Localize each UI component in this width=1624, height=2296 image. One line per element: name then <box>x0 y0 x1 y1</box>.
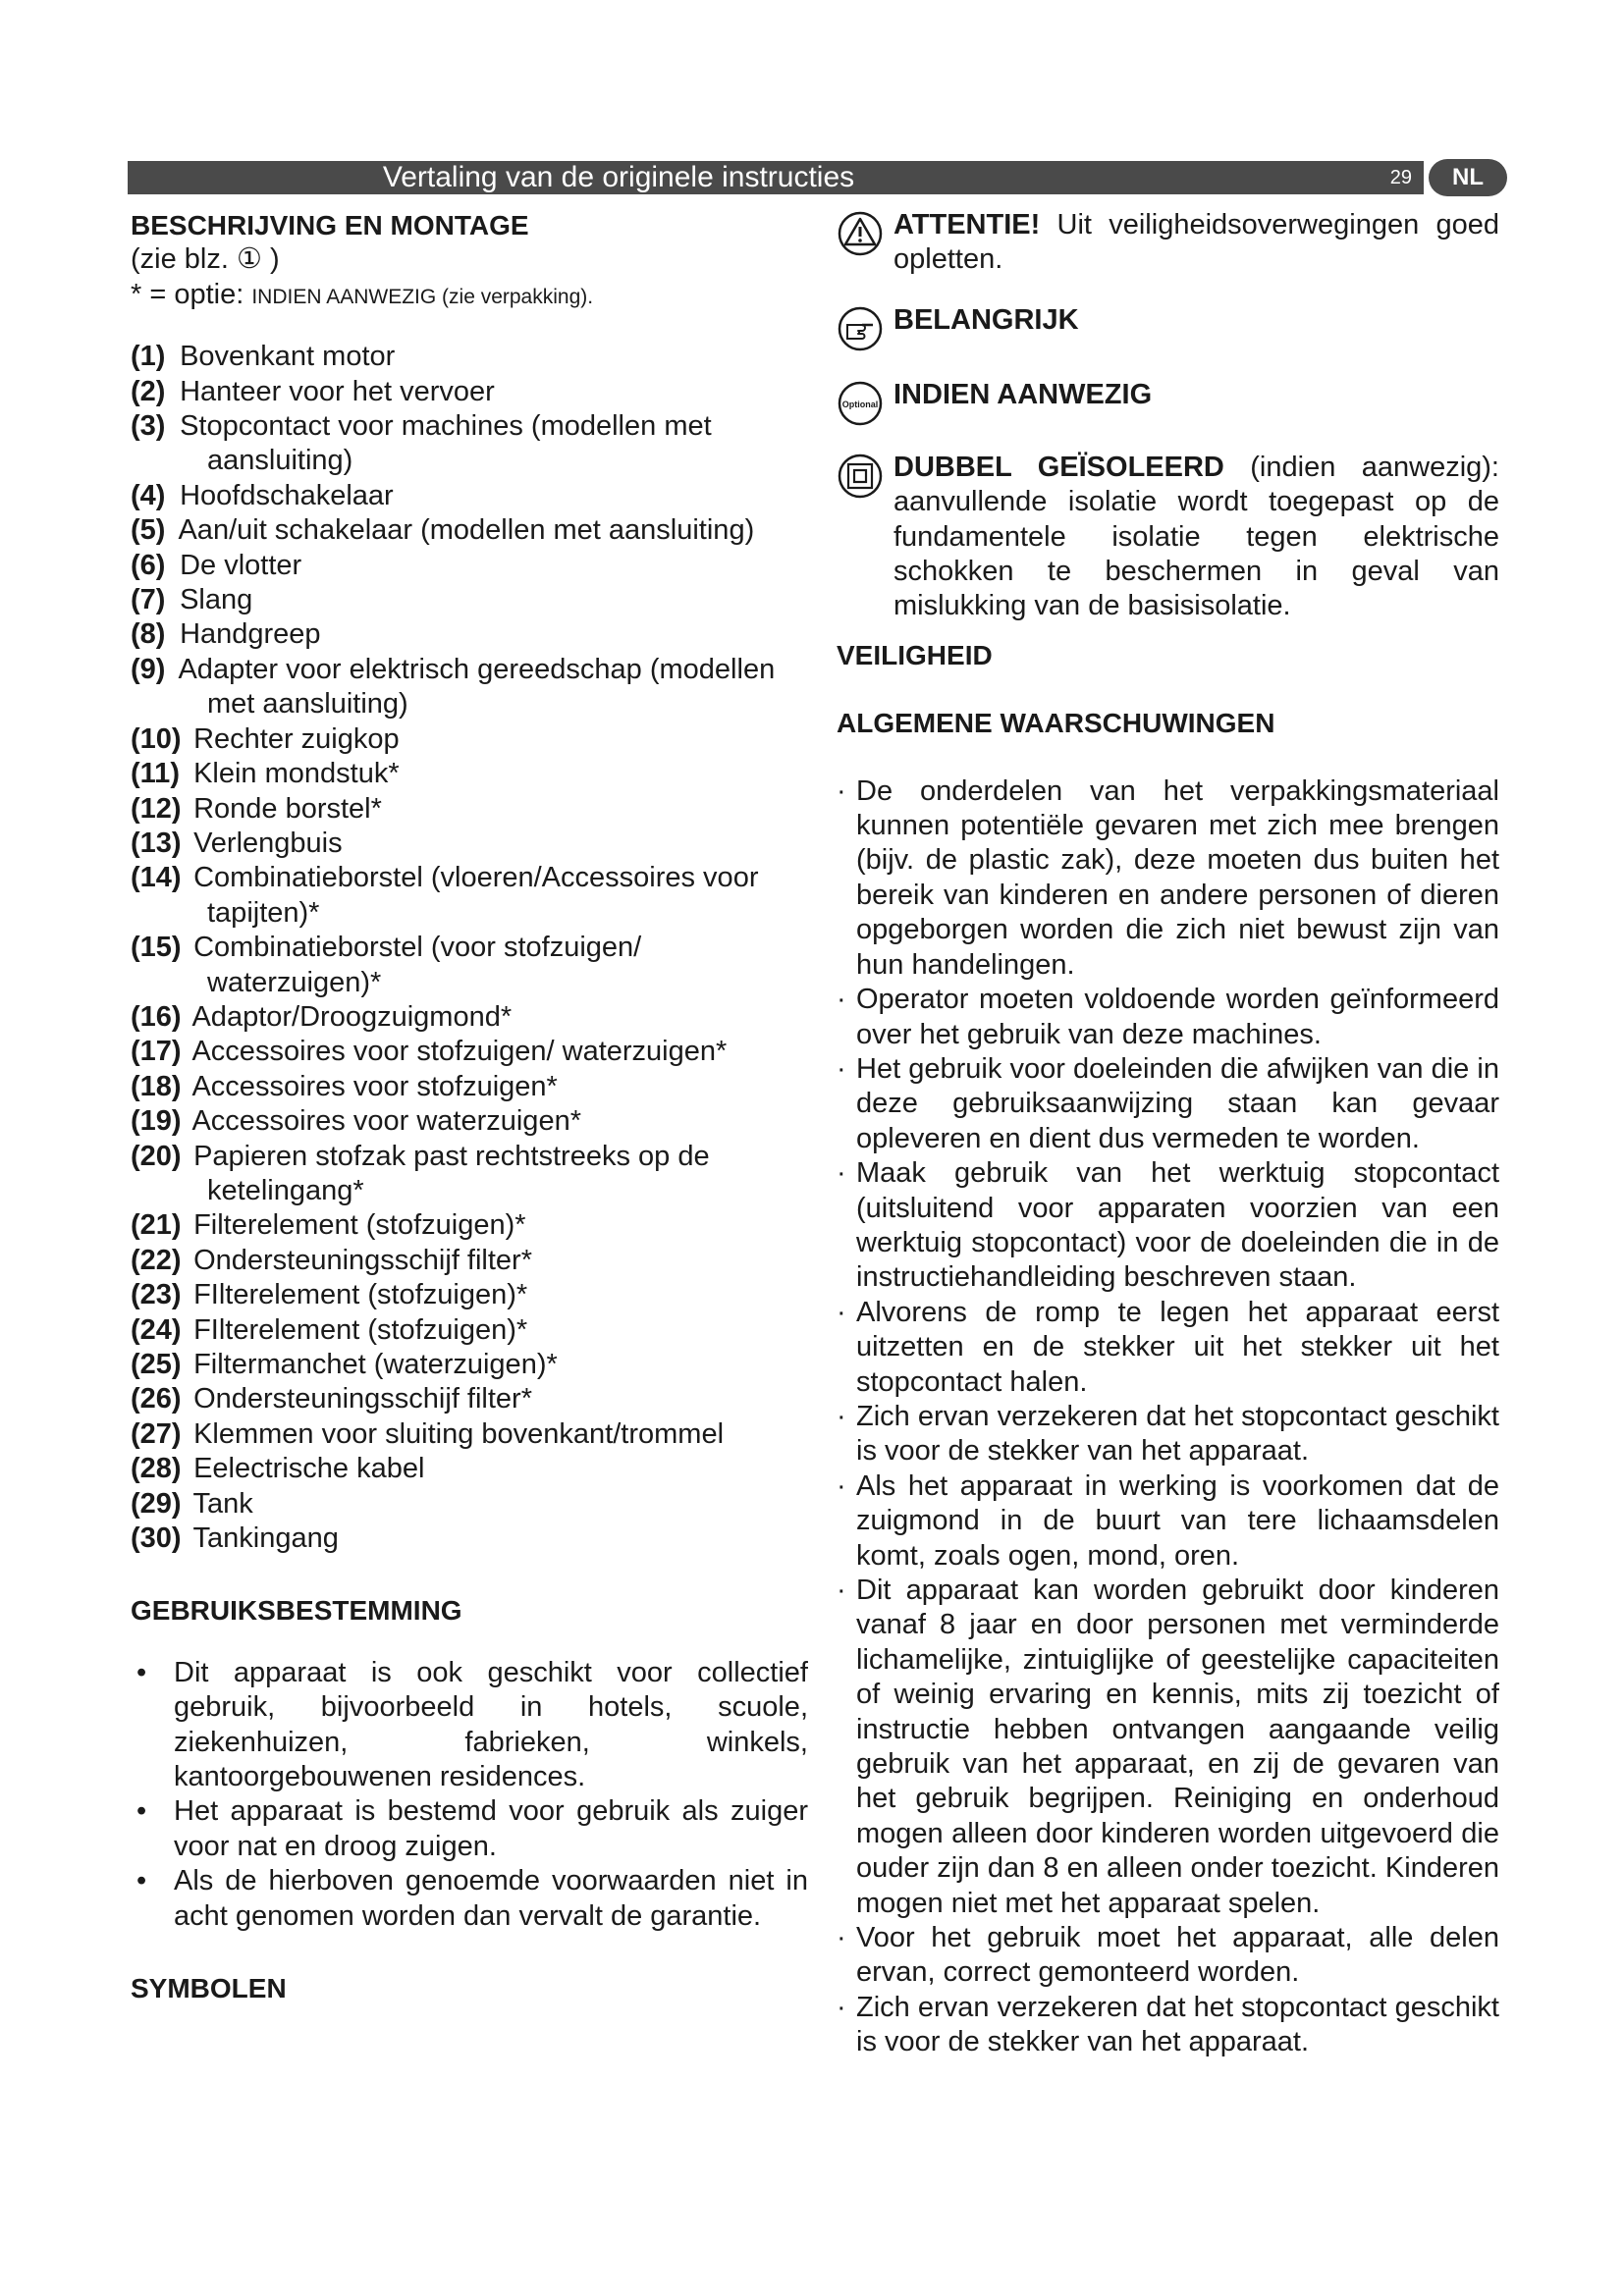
part-item <box>131 340 808 374</box>
part-label: Filterelement (stofzuigen)* <box>193 1209 526 1242</box>
warning-text: Het gebruik voor doeleinden die afwijken van die in deze gebruiksaanwijzing staan kan gevaar opleveren en dient dus vermeden te worden. <box>856 1052 1499 1154</box>
warning-item <box>837 1991 1499 2060</box>
bullet-icon: · <box>837 984 846 1016</box>
part-item <box>131 861 808 931</box>
part-label: Combinatieborstel (vloeren/Accessoires voor tapijten)* <box>193 862 759 929</box>
part-number: (11) <box>131 758 180 790</box>
part-item <box>131 549 808 583</box>
warning-text: Voor het gebruik moet het apparaat, alle delen ervan, correct gemonteerd worden. <box>856 1922 1499 1989</box>
part-number: (24) <box>131 1313 182 1346</box>
part-number: (16) <box>131 1000 182 1033</box>
page-number: 29 <box>1389 167 1412 188</box>
double-insulation-icon <box>837 453 884 500</box>
part-label: FIlterelement (stofzuigen)* <box>193 1313 528 1346</box>
part-number: (28) <box>131 1453 182 1485</box>
symbol-label: ATTENTIE! <box>893 209 1041 240</box>
part-item <box>131 827 808 861</box>
part-item <box>131 722 808 757</box>
part-number: (8) <box>131 618 166 651</box>
warning-text: Operator moeten voldoende worden geïnformeerd over het gebruik van deze machines. <box>856 984 1499 1050</box>
part-label: Handgreep <box>180 618 321 651</box>
symbol-label: DUBBEL GEÏSOLEERD <box>893 451 1224 483</box>
part-item <box>131 1522 808 1556</box>
part-item <box>131 479 808 513</box>
part-label: De vlotter <box>180 549 302 581</box>
parts-list <box>131 340 808 1556</box>
part-label: Hoofdschakelaar <box>180 479 394 511</box>
part-number: (4) <box>131 479 166 511</box>
left-column <box>131 208 808 2006</box>
part-item <box>131 583 808 617</box>
part-label: Accessoires voor stofzuigen/ waterzuigen* <box>191 1036 728 1068</box>
part-label: Slang <box>180 584 253 616</box>
language-badge: NL <box>1429 159 1507 196</box>
warning-item <box>837 1400 1499 1469</box>
warning-text: Zich ervan verzekeren dat het stopcontact geschikt is voor de stekker van het apparaat. <box>856 1400 1499 1468</box>
part-label: Tank <box>192 1487 253 1520</box>
intended-use-text: Dit apparaat is ook geschikt voor collectief gebruik, bijvoorbeeld in hotels, scuole, ziekenhuizen, fabrieken, winkels, kantoorgebouwenen residences. <box>174 1656 808 1793</box>
warning-text: Dit apparaat kan worden gebruikt door kinderen vanaf 8 jaar en door personen met verminderde lichamelijke, zintuiglijke of geestelijke capaciteiten of weinig ervaring en kennis, mits zij toezicht of instructie hebben ontvangen aangaande veilig gebruik van het apparaat, en zij de gevaren van het gebruik begrijpen. Reiniging en onderhoud mogen alleen door kinderen worden uitgevoerd die ouder zijn dan 8 en alleen onder toezicht. Kinderen mogen niet met het apparaat spelen. <box>856 1575 1499 1919</box>
part-number: (1) <box>131 341 166 373</box>
part-label: Accessoires voor waterzuigen* <box>191 1105 581 1138</box>
description-heading: BESCHRIJVING EN MONTAGE <box>131 210 529 240</box>
warning-text: Zich ervan verzekeren dat het stopcontact geschikt is voor de stekker van het apparaat. <box>856 1991 1499 2058</box>
part-number: (18) <box>131 1070 182 1102</box>
warning-item <box>837 1156 1499 1296</box>
bullet-icon: · <box>837 774 846 807</box>
part-number: (10) <box>131 722 182 755</box>
part-item <box>131 1348 808 1382</box>
right-column <box>837 208 1499 2060</box>
warning-item <box>837 774 1499 983</box>
bullet-icon: · <box>837 1052 846 1085</box>
symbols-heading: SYMBOLEN <box>131 1973 287 2004</box>
part-number: (9) <box>131 653 166 685</box>
part-item <box>131 792 808 827</box>
safety-heading: VEILIGHEID <box>837 639 993 670</box>
bullet-icon: · <box>837 1296 846 1328</box>
part-number: (15) <box>131 932 182 964</box>
part-label: Aan/uit schakelaar (modellen met aansluiting) <box>178 514 755 547</box>
intended-use-text: Het apparaat is bestemd voor gebruik als zuiger voor nat en droog zuigen. <box>174 1795 808 1862</box>
symbol-description <box>893 378 1499 412</box>
warning-item <box>837 1296 1499 1400</box>
symbol-row <box>837 451 1499 624</box>
part-label: Adaptor/Droogzuigmond* <box>191 1000 513 1033</box>
warning-item <box>837 1052 1499 1156</box>
symbol-label: INDIEN AANWEZIG <box>893 378 1153 410</box>
part-label: Papieren stofzak past rechtstreeks op de ketelingang* <box>193 1140 710 1206</box>
part-label: Rechter zuigkop <box>193 722 400 755</box>
part-item <box>131 1313 808 1348</box>
option-note <box>131 278 808 314</box>
part-number: (20) <box>131 1140 182 1172</box>
part-item <box>131 1104 808 1139</box>
part-number: (6) <box>131 549 166 581</box>
see-page-reference: (zie blz. ① ) <box>131 243 280 276</box>
symbol-description <box>893 303 1499 338</box>
part-item <box>131 1278 808 1312</box>
warning-text: De onderdelen van het verpakkingsmateriaal kunnen potentiële gevaren met zich mee brengen (bijv. de plastic zak), deze moeten dus buiten het bereik van kinderen en andere personen of dieren opgeborgen worden die zich niet bewust zijn van hun handelingen. <box>856 774 1499 981</box>
warning-text: Alvorens de romp te legen het apparaat eerst uitzetten en de stekker uit het stekker uit het stopcontact halen. <box>856 1296 1499 1398</box>
optional-icon-label: Optional <box>841 399 879 409</box>
header-title: Vertaling van de originele instructies <box>382 161 855 193</box>
part-label: Verlengbuis <box>193 827 343 859</box>
part-item <box>131 931 808 1000</box>
part-item <box>131 375 808 409</box>
part-item <box>131 1035 808 1069</box>
bullet-icon: · <box>837 1575 846 1606</box>
part-label: Ondersteuningsschijf filter* <box>193 1244 533 1276</box>
part-label: Eelectrische kabel <box>193 1453 425 1485</box>
bullet-icon: • <box>136 1656 147 1688</box>
part-label: Stopcontact voor machines (modellen met aansluiting) <box>180 410 712 477</box>
bullet-icon: • <box>136 1795 147 1828</box>
warning-item <box>837 1921 1499 1991</box>
part-item <box>131 1140 808 1209</box>
part-number: (30) <box>131 1522 182 1555</box>
part-item <box>131 1487 808 1522</box>
symbol-row <box>837 208 1499 278</box>
optional-icon <box>837 380 884 427</box>
part-item <box>131 1382 808 1416</box>
part-number: (7) <box>131 584 166 616</box>
intended-use-list <box>131 1656 808 1934</box>
symbol-text: Uit veiligheidsoverwegingen goed opletten. <box>893 209 1499 276</box>
symbol-text: (indien aanwezig): aanvullende isolatie wordt toegepast op de fundamentele isolatie tegen elektrische schokken te beschermen in geval van mislukking van de basisisolatie. <box>893 451 1499 622</box>
warning-triangle-icon <box>837 210 884 257</box>
part-item <box>131 1417 808 1452</box>
part-label: Filtermanchet (waterzuigen)* <box>193 1349 558 1380</box>
part-label: Adapter voor elektrisch gereedschap (modellen met aansluiting) <box>178 653 776 721</box>
part-item <box>131 757 808 791</box>
warning-text: Maak gebruik van het werktuig stopcontact (uitsluitend voor apparaten voorzien van een werktuig stopcontact) voor de doeleinden die in de instructiehandleiding beschreven staan. <box>856 1157 1499 1294</box>
part-number: (12) <box>131 792 182 825</box>
warning-item <box>837 1574 1499 1921</box>
bullet-icon: · <box>837 1922 846 1954</box>
part-item <box>131 409 808 479</box>
part-number: (5) <box>131 514 166 547</box>
part-label: Tankingang <box>192 1522 339 1555</box>
symbol-row <box>837 303 1499 352</box>
warnings-list <box>837 774 1499 2060</box>
part-number: (19) <box>131 1105 182 1138</box>
intended-use-heading: GEBRUIKSBESTEMMING <box>131 1595 462 1627</box>
header-bar <box>128 161 1424 194</box>
intended-use-text: Als de hierboven genoemde voorwaarden niet in acht genomen worden dan vervalt de garantie. <box>174 1865 808 1932</box>
part-label: Hanteer voor het vervoer <box>180 375 495 407</box>
bullet-icon: · <box>837 1991 846 2023</box>
bullet-icon: · <box>837 1469 846 1502</box>
bullet-icon: • <box>136 1865 147 1897</box>
part-label: Klein mondstuk* <box>193 758 400 790</box>
part-number: (25) <box>131 1349 182 1380</box>
part-number: (27) <box>131 1417 182 1450</box>
symbol-row <box>837 378 1499 427</box>
part-number: (3) <box>131 410 166 443</box>
part-item <box>131 653 808 722</box>
option-prefix: * = optie: <box>131 278 252 310</box>
part-label: Ondersteuningsschijf filter* <box>193 1383 533 1415</box>
option-condition: INDIEN AANWEZIG (zie verpakking). <box>251 285 594 308</box>
part-item <box>131 1208 808 1243</box>
bullet-icon: · <box>837 1400 846 1432</box>
part-number: (2) <box>131 375 166 407</box>
pointing-hand-icon <box>837 305 884 352</box>
part-label: Klemmen voor sluiting bovenkant/trommel <box>193 1417 725 1450</box>
symbol-label: BELANGRIJK <box>893 303 1079 336</box>
part-number: (29) <box>131 1487 182 1520</box>
intended-use-item <box>131 1864 808 1934</box>
part-number: (14) <box>131 862 182 894</box>
intended-use-item <box>131 1794 808 1864</box>
part-item <box>131 1452 808 1486</box>
part-label: Ronde borstel* <box>193 792 382 825</box>
part-item <box>131 617 808 652</box>
part-label: Accessoires voor stofzuigen* <box>191 1070 558 1102</box>
part-item <box>131 513 808 548</box>
part-number: (17) <box>131 1036 182 1068</box>
warning-text: Als het apparaat in werking is voorkomen dat de zuigmond in de buurt van tere lichaamsdelen komt, zoals ogen, mond, oren. <box>856 1469 1499 1572</box>
part-number: (22) <box>131 1244 182 1276</box>
warnings-heading: ALGEMENE WAARSCHUWINGEN <box>837 708 1275 739</box>
part-label: FIlterelement (stofzuigen)* <box>193 1279 528 1311</box>
warning-item <box>837 983 1499 1052</box>
part-number: (13) <box>131 827 182 859</box>
intended-use-item <box>131 1656 808 1795</box>
part-item <box>131 1000 808 1035</box>
bullet-icon: · <box>837 1157 846 1190</box>
part-item <box>131 1070 808 1104</box>
part-label: Bovenkant motor <box>180 341 396 373</box>
symbol-description <box>893 208 1499 278</box>
warning-item <box>837 1469 1499 1574</box>
part-label: Combinatieborstel (voor stofzuigen/ waterzuigen)* <box>193 932 642 998</box>
part-number: (23) <box>131 1279 182 1311</box>
part-number: (21) <box>131 1209 182 1242</box>
part-number: (26) <box>131 1383 182 1415</box>
symbol-description <box>893 451 1499 624</box>
part-item <box>131 1244 808 1278</box>
symbols-list <box>837 208 1499 624</box>
